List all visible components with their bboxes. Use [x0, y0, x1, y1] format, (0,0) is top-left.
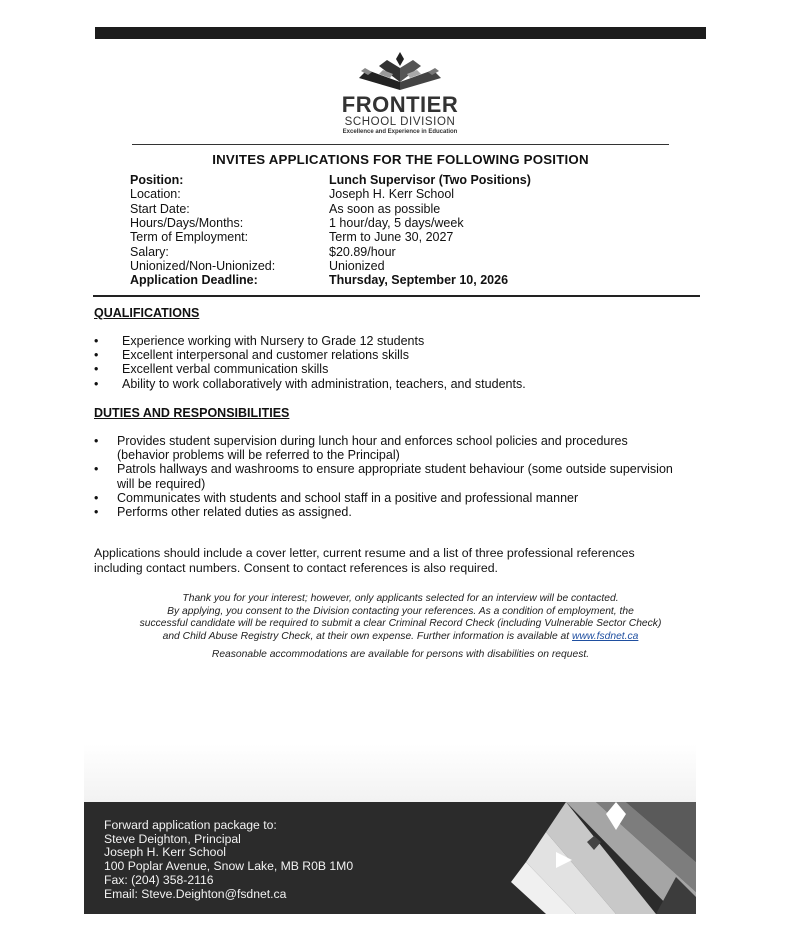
instructions-line: Applications should include a cover letter, current resume and a list of three professional references: [94, 546, 635, 560]
bullet: •: [94, 334, 99, 348]
detail-value: Term to June 30, 2027: [329, 230, 454, 245]
detail-value: Unionized: [329, 258, 385, 273]
fine-print-line: and Child Abuse Registry Check, at their own expense. Further information is available at www.fsdnet.ca: [162, 630, 639, 642]
detail-value: Joseph H. Kerr School: [329, 187, 455, 202]
list-item: • Experience working with Nursery to Grade 12 students: [94, 334, 425, 348]
detail-label: Unionized/Non-Unionized:: [130, 258, 276, 273]
contact-line: Forward application package to:: [104, 818, 277, 832]
detail-value: As soon as possible: [329, 201, 441, 216]
detail-label: Location:: [130, 187, 181, 202]
logo-tagline: Excellence and Experience in Education: [342, 129, 458, 135]
duties-heading: DUTIES AND RESPONSIBILITIES: [94, 406, 290, 420]
detail-value: Lunch Supervisor (Two Positions): [329, 173, 531, 187]
detail-label: Application Deadline:: [130, 273, 258, 288]
bullet: •: [94, 348, 99, 363]
list-item: • Performs other related duties as assigned.: [94, 505, 352, 520]
instructions-line: including contact numbers. Consent to contact references is also required.: [94, 560, 498, 575]
contact-line: Email: Steve.Deighton@fsdnet.ca: [104, 886, 287, 901]
list-item: • Ability to work collaboratively with administration, teachers, and students.: [94, 376, 526, 391]
star-blanket-icon: [357, 50, 443, 92]
logo-name: FRONTIER: [341, 92, 459, 117]
division-logo: [330, 50, 470, 140]
contact-line: Steve Deighton, Principal: [104, 831, 241, 846]
detail-label: Start Date:: [130, 201, 190, 216]
qualifications-list: [94, 334, 694, 391]
fine-print-line: Thank you for your interest; however, only applicants selected for an interview will be contacted.: [182, 593, 619, 604]
logo-subname: SCHOOL DIVISION: [344, 116, 456, 128]
accommodation-note: Reasonable accommodations are available for persons with disabilities on request.: [211, 649, 590, 660]
detail-label: Hours/Days/Months:: [130, 215, 244, 230]
bullet: •: [94, 505, 99, 520]
detail-value: $20.89/hour: [329, 244, 396, 259]
list-item: • Patrols hallways and washrooms to ensure appropriate student behaviour (some outside supervision will be required): [94, 462, 673, 491]
top-bar: [95, 27, 706, 39]
duties-list: [94, 434, 704, 519]
list-item: • Excellent verbal communication skills: [94, 362, 329, 377]
contact-line: Fax: (204) 358-2116: [104, 872, 214, 887]
list-item: • Communicates with students and school staff in a positive and professional manner: [94, 490, 579, 505]
star-blanket-decoration-icon: [506, 802, 696, 914]
bullet: •: [94, 490, 99, 505]
divider: [132, 144, 669, 145]
detail-value: 1 hour/day, 5 days/week: [329, 215, 464, 230]
bullet: •: [94, 376, 99, 391]
detail-label: Salary:: [130, 244, 169, 259]
contact-line: Joseph H. Kerr School: [104, 845, 226, 860]
detail-label: Term of Employment:: [130, 230, 249, 245]
fine-print-line: By applying, you consent to the Division contacting your references. As a condition of employment, the: [167, 605, 634, 617]
list-item: • Provides student supervision during lunch hour and enforces school policies and procedures (behavior problems will be referred to the Principal): [94, 434, 628, 463]
detail-value: Thursday, September 10, 2026: [329, 273, 509, 288]
fine-print-line: successful candidate will be required to submit a clear Criminal Record Check (including Vulnerable Sector Check): [139, 618, 662, 629]
detail-label: Position:: [130, 173, 184, 187]
divider: [93, 295, 700, 297]
list-item: • Excellent interpersonal and customer relations skills: [94, 348, 409, 363]
website-link[interactable]: www.fsdnet.ca: [572, 630, 639, 642]
footer-contact-panel: [84, 802, 696, 914]
qualifications-heading: QUALIFICATIONS: [94, 306, 200, 320]
contact-line: 100 Poplar Avenue, Snow Lake, MB R0B 1M0: [104, 859, 354, 874]
application-instructions: [94, 546, 700, 575]
bullet: •: [94, 434, 99, 448]
contact-block: [104, 819, 353, 901]
page-title: INVITES APPLICATIONS FOR THE FOLLOWING POSITION: [212, 152, 589, 167]
footer-fade: [84, 744, 696, 802]
bullet: •: [94, 462, 99, 477]
bullet: •: [94, 362, 99, 377]
